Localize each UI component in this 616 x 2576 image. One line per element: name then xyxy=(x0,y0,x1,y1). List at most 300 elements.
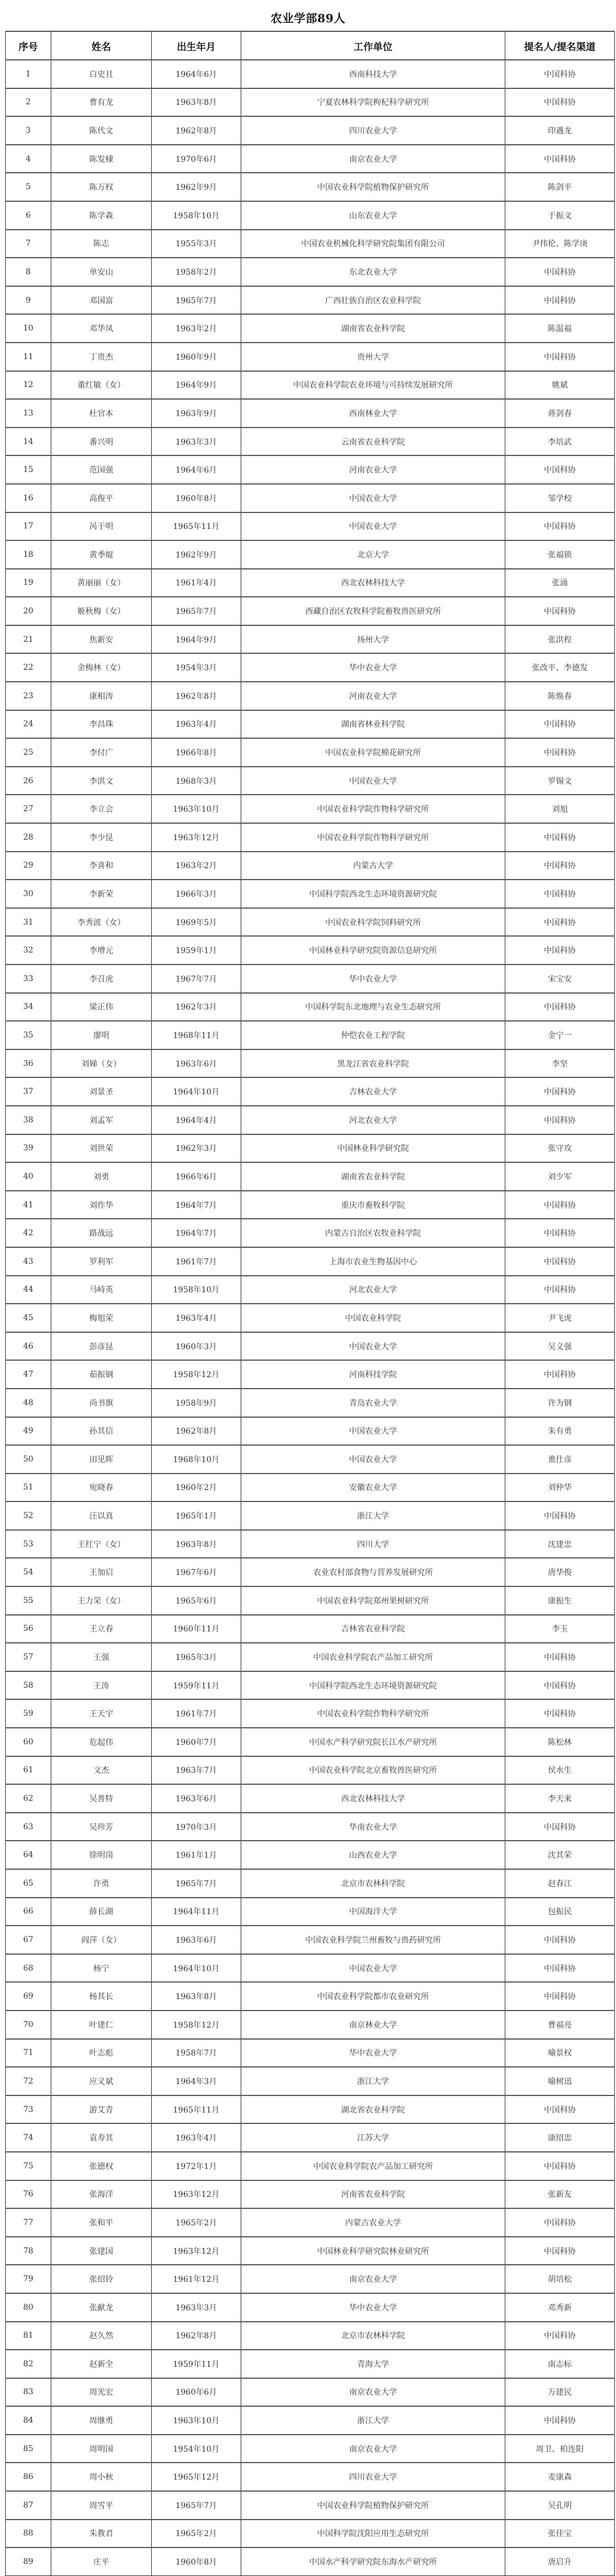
cell-no: 76 xyxy=(6,2180,51,2209)
table-row xyxy=(6,965,615,993)
cell-no: 14 xyxy=(6,428,51,456)
cell-unit: 中国林业科学研究院 xyxy=(241,1134,505,1163)
cell-no: 78 xyxy=(6,2237,51,2265)
table-row xyxy=(6,1276,615,1304)
cell-name: 薛长湖 xyxy=(51,1898,152,1926)
cell-birth: 1964年4月 xyxy=(152,1106,241,1134)
cell-name: 赵久然 xyxy=(51,2322,152,2350)
cell-name: 呙于明 xyxy=(51,512,152,541)
cell-birth: 1963年6月 xyxy=(152,1784,241,1813)
cell-birth: 1963年12月 xyxy=(152,823,241,852)
cell-nominator: 中国科协 xyxy=(505,2208,615,2237)
cell-unit: 贵州大学 xyxy=(241,343,505,371)
table-row xyxy=(6,1784,615,1813)
cell-no: 72 xyxy=(6,2067,51,2095)
cell-unit: 中国农业科学院植物保护研究所 xyxy=(241,2491,505,2520)
cell-name: 汪以真 xyxy=(51,1501,152,1530)
cell-unit: 中国水产科学研究院东海水产研究所 xyxy=(241,2547,505,2575)
cell-birth: 1968年10月 xyxy=(152,1445,241,1474)
cell-nominator: 李天来 xyxy=(505,1784,615,1813)
table-row xyxy=(6,116,615,145)
cell-unit: 青岛农业大学 xyxy=(241,1389,505,1417)
cell-unit: 东北农业大学 xyxy=(241,258,505,286)
cell-name: 刘景圣 xyxy=(51,1077,152,1106)
cell-no: 83 xyxy=(6,2378,51,2407)
cell-nominator: 中国科协 xyxy=(505,1219,615,1247)
cell-nominator: 中国科协 xyxy=(505,852,615,880)
cell-unit: 河北农业大学 xyxy=(241,1276,505,1304)
cell-name: 曹有龙 xyxy=(51,88,152,117)
cell-no: 25 xyxy=(6,738,51,767)
cell-unit: 中国科学院东北地理与农业生态研究所 xyxy=(241,993,505,1022)
cell-unit: 云南省农业科学院 xyxy=(241,428,505,456)
cell-nominator: 中国科协 xyxy=(505,1643,615,1671)
cell-name: 张德权 xyxy=(51,2152,152,2180)
cell-name: 杨宁 xyxy=(51,1954,152,1983)
cell-birth: 1963年6月 xyxy=(152,1049,241,1078)
cell-name: 游艾青 xyxy=(51,2095,152,2124)
cell-nominator: 中国科协 xyxy=(505,1191,615,1219)
cell-unit: 中国农业大学 xyxy=(241,512,505,541)
cell-birth: 1966年3月 xyxy=(152,880,241,908)
cell-name: 刘勇 xyxy=(51,1162,152,1191)
cell-nominator: 中国科协 xyxy=(505,823,615,852)
cell-nominator: 谯仕彦 xyxy=(505,1445,615,1474)
cell-nominator: 赵春江 xyxy=(505,1869,615,1898)
table-row xyxy=(6,1501,615,1530)
cell-name: 庄平 xyxy=(51,2547,152,2575)
table-row xyxy=(6,1021,615,1049)
cell-nominator: 中国科协 xyxy=(505,1077,615,1106)
cell-nominator: 中国科协 xyxy=(505,2095,615,2124)
cell-nominator: 中国科协 xyxy=(505,597,615,625)
cell-nominator: 中国科协 xyxy=(505,1926,615,1954)
cell-nominator: 喻树迅 xyxy=(505,2067,615,2095)
cell-nominator: 中国科协 xyxy=(505,1276,615,1304)
cell-name: 叶志彪 xyxy=(51,2039,152,2068)
cell-name: 周明国 xyxy=(51,2435,152,2463)
cell-nominator: 中国科协 xyxy=(505,993,615,1022)
cell-birth: 1961年1月 xyxy=(152,1841,241,1869)
cell-unit: 中国农业大学 xyxy=(241,1332,505,1361)
table-row xyxy=(6,1898,615,1926)
table-row xyxy=(6,2265,615,2293)
cell-nominator: 中国科协 xyxy=(505,2322,615,2350)
table-body xyxy=(6,60,615,2575)
cell-birth: 1964年6月 xyxy=(152,455,241,484)
cell-unit: 华中农业大学 xyxy=(241,653,505,682)
table-row xyxy=(6,1558,615,1586)
cell-name: 茹振钢 xyxy=(51,1360,152,1389)
cell-birth: 1970年3月 xyxy=(152,1813,241,1841)
cell-birth: 1965年6月 xyxy=(152,1586,241,1615)
cell-name: 单安山 xyxy=(51,258,152,286)
table-row xyxy=(6,2039,615,2068)
cell-no: 71 xyxy=(6,2039,51,2068)
cell-no: 69 xyxy=(6,1982,51,2011)
cell-no: 7 xyxy=(6,230,51,258)
cell-no: 89 xyxy=(6,2547,51,2575)
cell-unit: 中国农业大学 xyxy=(241,1417,505,1446)
cell-unit: 浙江大学 xyxy=(241,1501,505,1530)
cell-name: 罗利军 xyxy=(51,1247,152,1276)
cell-birth: 1965年2月 xyxy=(152,2520,241,2548)
cell-unit: 南京农业大学 xyxy=(241,145,505,173)
cell-birth: 1962年3月 xyxy=(152,1134,241,1163)
cell-unit: 安徽农业大学 xyxy=(241,1474,505,1502)
cell-nominator: 吴孔明 xyxy=(505,2491,615,2520)
cell-no: 39 xyxy=(6,1134,51,1163)
cell-name: 黄丽丽（女） xyxy=(51,569,152,597)
cell-name: 王强 xyxy=(51,1643,152,1671)
cell-name: 陈发棣 xyxy=(51,145,152,173)
cell-unit: 四川大学 xyxy=(241,1530,505,1558)
cell-no: 88 xyxy=(6,2520,51,2548)
cell-birth: 1962年9月 xyxy=(152,540,241,569)
table-row xyxy=(6,908,615,937)
cell-no: 29 xyxy=(6,852,51,880)
cell-unit: 山东农业大学 xyxy=(241,201,505,230)
table-row xyxy=(6,767,615,795)
table-row xyxy=(6,1954,615,1983)
cell-unit: 南京农业大学 xyxy=(241,2378,505,2407)
cell-name: 高俊平 xyxy=(51,484,152,512)
table-row xyxy=(6,1756,615,1785)
cell-no: 27 xyxy=(6,795,51,823)
cell-no: 54 xyxy=(6,1558,51,1586)
cell-nominator: 印遇龙 xyxy=(505,116,615,145)
cell-no: 55 xyxy=(6,1586,51,1615)
table-row xyxy=(6,1389,615,1417)
cell-unit: 中国科学院沈阳应用生态研究所 xyxy=(241,2520,505,2548)
cell-nominator: 蒋剑春 xyxy=(505,399,615,428)
cell-name: 王涛 xyxy=(51,1671,152,1700)
table-row xyxy=(6,2491,615,2520)
cell-no: 70 xyxy=(6,2011,51,2039)
cell-name: 杨其长 xyxy=(51,1982,152,2011)
cell-nominator: 中国科协 xyxy=(505,1954,615,1983)
table-row xyxy=(6,2095,615,2124)
cell-name: 袁寿其 xyxy=(51,2123,152,2152)
cell-nominator: 姚斌 xyxy=(505,371,615,400)
cell-no: 84 xyxy=(6,2406,51,2435)
cell-nominator: 中国科协 xyxy=(505,88,615,117)
cell-no: 37 xyxy=(6,1077,51,1106)
table-row xyxy=(6,1219,615,1247)
cell-name: 周雪平 xyxy=(51,2491,152,2520)
cell-no: 10 xyxy=(6,314,51,343)
cell-unit: 山西农业大学 xyxy=(241,1841,505,1869)
page-title: 农业学部89人 xyxy=(270,11,346,25)
cell-birth: 1964年6月 xyxy=(152,60,241,88)
cell-name: 杜官本 xyxy=(51,399,152,428)
table-row xyxy=(6,230,615,258)
table-row xyxy=(6,1445,615,1474)
table-row xyxy=(6,145,615,173)
cell-name: 王力荣（女） xyxy=(51,1586,152,1615)
cell-name: 周光宏 xyxy=(51,2378,152,2407)
cell-no: 3 xyxy=(6,116,51,145)
cell-nominator: 张洪程 xyxy=(505,625,615,654)
cell-no: 61 xyxy=(6,1756,51,1785)
cell-birth: 1963年2月 xyxy=(152,852,241,880)
table-row xyxy=(6,2208,615,2237)
cell-nominator: 中国科协 xyxy=(505,1813,615,1841)
cell-birth: 1963年4月 xyxy=(152,1304,241,1332)
table-row xyxy=(6,201,615,230)
cell-nominator: 宋宝安 xyxy=(505,965,615,993)
cell-birth: 1960年11月 xyxy=(152,1615,241,1643)
table-row xyxy=(6,1134,615,1163)
cell-unit: 中国农业科学院作物科学研究所 xyxy=(241,823,505,852)
cell-no: 66 xyxy=(6,1898,51,1926)
cell-no: 81 xyxy=(6,2322,51,2350)
cell-unit: 浙江大学 xyxy=(241,2406,505,2435)
cell-nominator: 李坚 xyxy=(505,1049,615,1078)
cell-birth: 1962年8月 xyxy=(152,682,241,710)
cell-birth: 1965年7月 xyxy=(152,597,241,625)
cell-birth: 1961年12月 xyxy=(152,2265,241,2293)
cell-unit: 重庆市畜牧科学院 xyxy=(241,1191,505,1219)
table-row xyxy=(6,484,615,512)
cell-nominator: 南志标 xyxy=(505,2350,615,2378)
cell-no: 42 xyxy=(6,1219,51,1247)
cell-birth: 1963年3月 xyxy=(152,2293,241,2322)
cell-no: 31 xyxy=(6,908,51,937)
cell-birth: 1960年3月 xyxy=(152,1332,241,1361)
header-no: 序号 xyxy=(6,31,51,60)
cell-birth: 1963年6月 xyxy=(152,1926,241,1954)
cell-nominator: 中国科协 xyxy=(505,908,615,937)
cell-nominator: 尹飞虎 xyxy=(505,1304,615,1332)
cell-no: 57 xyxy=(6,1643,51,1671)
cell-name: 刘娣（女） xyxy=(51,1049,152,1078)
cell-name: 应义斌 xyxy=(51,2067,152,2095)
cell-name: 丁贵杰 xyxy=(51,343,152,371)
cell-no: 22 xyxy=(6,653,51,682)
cell-name: 马峙英 xyxy=(51,1276,152,1304)
cell-name: 焦新安 xyxy=(51,625,152,654)
cell-birth: 1964年7月 xyxy=(152,1219,241,1247)
table-row xyxy=(6,1869,615,1898)
cell-unit: 河南农业大学 xyxy=(241,455,505,484)
cell-birth: 1958年12月 xyxy=(152,1360,241,1389)
cell-name: 叶建仁 xyxy=(51,2011,152,2039)
cell-birth: 1962年8月 xyxy=(152,1417,241,1446)
cell-unit: 中国农业科学院北京畜牧兽医研究所 xyxy=(241,1756,505,1785)
table-row xyxy=(6,1530,615,1558)
cell-birth: 1963年7月 xyxy=(152,1756,241,1785)
cell-nominator: 康振生 xyxy=(505,1586,615,1615)
table-row xyxy=(6,2180,615,2209)
table-row xyxy=(6,1417,615,1446)
cell-nominator: 中国科协 xyxy=(505,2406,615,2435)
table-row xyxy=(6,625,615,654)
cell-nominator: 中国科协 xyxy=(505,710,615,739)
cell-nominator: 中国科协 xyxy=(505,1247,615,1276)
cell-name: 陈代文 xyxy=(51,116,152,145)
cell-nominator: 中国科协 xyxy=(505,145,615,173)
cell-nominator: 中国科协 xyxy=(505,1982,615,2011)
cell-birth: 1963年12月 xyxy=(152,2180,241,2209)
cell-name: 尚书旗 xyxy=(51,1389,152,1417)
table-row xyxy=(6,738,615,767)
table-row xyxy=(6,286,615,315)
cell-name: 王天宇 xyxy=(51,1699,152,1728)
cell-nominator: 中国科协 xyxy=(505,455,615,484)
cell-unit: 中国科学院西北生态环境资源研究院 xyxy=(241,1671,505,1700)
cell-name: 阎萍（女） xyxy=(51,1926,152,1954)
cell-unit: 西南林业大学 xyxy=(241,399,505,428)
cell-name: 吴珍芳 xyxy=(51,1813,152,1841)
cell-no: 19 xyxy=(6,569,51,597)
cell-birth: 1954年10月 xyxy=(152,2435,241,2463)
cell-no: 75 xyxy=(6,2152,51,2180)
cell-nominator: 刘旭 xyxy=(505,795,615,823)
table-row xyxy=(6,1643,615,1671)
cell-birth: 1970年6月 xyxy=(152,145,241,173)
cell-nominator: 中国科协 xyxy=(505,1501,615,1530)
cell-name: 李新荣 xyxy=(51,880,152,908)
cell-unit: 四川农业大学 xyxy=(241,116,505,145)
cell-birth: 1965年7月 xyxy=(152,286,241,315)
cell-name: 李召虎 xyxy=(51,965,152,993)
cell-birth: 1963年8月 xyxy=(152,1530,241,1558)
cell-birth: 1963年10月 xyxy=(152,795,241,823)
cell-birth: 1965年7月 xyxy=(152,1869,241,1898)
cell-name: 白史且 xyxy=(51,60,152,88)
cell-name: 李昌珠 xyxy=(51,710,152,739)
cell-no: 34 xyxy=(6,993,51,1022)
table-row xyxy=(6,569,615,597)
cell-birth: 1964年10月 xyxy=(152,1077,241,1106)
cell-nominator: 沈其荣 xyxy=(505,1841,615,1869)
table-row xyxy=(6,2322,615,2350)
cell-nominator: 中国科协 xyxy=(505,1360,615,1389)
cell-nominator: 万建民 xyxy=(505,2378,615,2407)
cell-no: 82 xyxy=(6,2350,51,2378)
cell-nominator: 唐启升 xyxy=(505,2547,615,2575)
cell-birth: 1965年7月 xyxy=(152,2491,241,2520)
cell-name: 番兴明 xyxy=(51,428,152,456)
cell-unit: 内蒙古自治区农牧业科学院 xyxy=(241,1219,505,1247)
cell-name: 李少昆 xyxy=(51,823,152,852)
table-row xyxy=(6,823,615,852)
cell-no: 35 xyxy=(6,1021,51,1049)
cell-name: 文杰 xyxy=(51,1756,152,1785)
cell-unit: 中国农业科学院郑州果树研究所 xyxy=(241,1586,505,1615)
cell-no: 47 xyxy=(6,1360,51,1389)
cell-no: 12 xyxy=(6,371,51,400)
cell-name: 邓国富 xyxy=(51,286,152,315)
table-row xyxy=(6,1926,615,1954)
cell-birth: 1960年8月 xyxy=(152,2547,241,2575)
cell-name: 黄季焜 xyxy=(51,540,152,569)
cell-nominator: 张新友 xyxy=(505,2180,615,2209)
cell-unit: 中国农业科学院作物科学研究所 xyxy=(241,795,505,823)
cell-birth: 1964年11月 xyxy=(152,1898,241,1926)
cell-nominator: 中国科协 xyxy=(505,936,615,965)
cell-birth: 1958年10月 xyxy=(152,201,241,230)
cell-name: 刘作华 xyxy=(51,1191,152,1219)
cell-no: 74 xyxy=(6,2123,51,2152)
cell-unit: 湖南省农业科学院 xyxy=(241,1162,505,1191)
cell-no: 48 xyxy=(6,1389,51,1417)
cell-unit: 南京农业大学 xyxy=(241,2435,505,2463)
table-row xyxy=(6,1671,615,1700)
cell-no: 53 xyxy=(6,1530,51,1558)
cell-nominator: 李玉 xyxy=(505,1615,615,1643)
cell-unit: 华中农业大学 xyxy=(241,2039,505,2068)
cell-no: 1 xyxy=(6,60,51,88)
cell-nominator: 曹福亮 xyxy=(505,2011,615,2039)
table-row xyxy=(6,2378,615,2407)
cell-no: 79 xyxy=(6,2265,51,2293)
cell-no: 59 xyxy=(6,1699,51,1728)
cell-no: 18 xyxy=(6,540,51,569)
cell-name: 宛晓春 xyxy=(51,1474,152,1502)
cell-unit: 河北农业大学 xyxy=(241,1106,505,1134)
cell-unit: 中国农业科学院作物科学研究所 xyxy=(241,1699,505,1728)
cell-no: 67 xyxy=(6,1926,51,1954)
cell-nominator: 中国科协 xyxy=(505,512,615,541)
table-row xyxy=(6,1813,615,1841)
table-row xyxy=(6,936,615,965)
cell-unit: 农业农村部食物与营养发展研究所 xyxy=(241,1558,505,1586)
table-row xyxy=(6,1474,615,1502)
cell-nominator: 张涌 xyxy=(505,569,615,597)
cell-nominator: 中国科协 xyxy=(505,286,615,315)
cell-no: 44 xyxy=(6,1276,51,1304)
table-row xyxy=(6,2406,615,2435)
table-row xyxy=(6,1586,615,1615)
cell-no: 62 xyxy=(6,1784,51,1813)
cell-unit: 内蒙古大学 xyxy=(241,852,505,880)
cell-unit: 河南科技学院 xyxy=(241,1360,505,1389)
cell-unit: 南京林业大学 xyxy=(241,2011,505,2039)
table-row xyxy=(6,1728,615,1756)
cell-no: 58 xyxy=(6,1671,51,1700)
cell-no: 41 xyxy=(6,1191,51,1219)
cell-birth: 1959年11月 xyxy=(152,2350,241,2378)
header-nominator: 提名人/提名渠道 xyxy=(505,31,615,60)
cell-unit: 华南农业大学 xyxy=(241,1813,505,1841)
cell-unit: 中国农业科学院农产品加工研究所 xyxy=(241,1643,505,1671)
cell-unit: 中国农业科学院农业环境与可持续发展研究所 xyxy=(241,371,505,400)
cell-nominator: 邓秀新 xyxy=(505,2293,615,2322)
cell-birth: 1964年10月 xyxy=(152,1954,241,1983)
table-row xyxy=(6,2463,615,2491)
cell-birth: 1958年7月 xyxy=(152,2039,241,2068)
cell-birth: 1960年6月 xyxy=(152,2378,241,2407)
table-row xyxy=(6,540,615,569)
table-row xyxy=(6,2237,615,2265)
cell-birth: 1964年9月 xyxy=(152,371,241,400)
cell-unit: 中国农业大学 xyxy=(241,767,505,795)
cell-birth: 1965年11月 xyxy=(152,512,241,541)
cell-birth: 1963年3月 xyxy=(152,428,241,456)
cell-unit: 中国农业大学 xyxy=(241,1445,505,1474)
table-row xyxy=(6,1077,615,1106)
cell-birth: 1964年7月 xyxy=(152,1191,241,1219)
cell-unit: 西北农林科技大学 xyxy=(241,1784,505,1813)
cell-no: 73 xyxy=(6,2095,51,2124)
cell-no: 45 xyxy=(6,1304,51,1332)
cell-no: 50 xyxy=(6,1445,51,1474)
table-row xyxy=(6,314,615,343)
cell-nominator: 许为钢 xyxy=(505,1389,615,1417)
cell-no: 16 xyxy=(6,484,51,512)
